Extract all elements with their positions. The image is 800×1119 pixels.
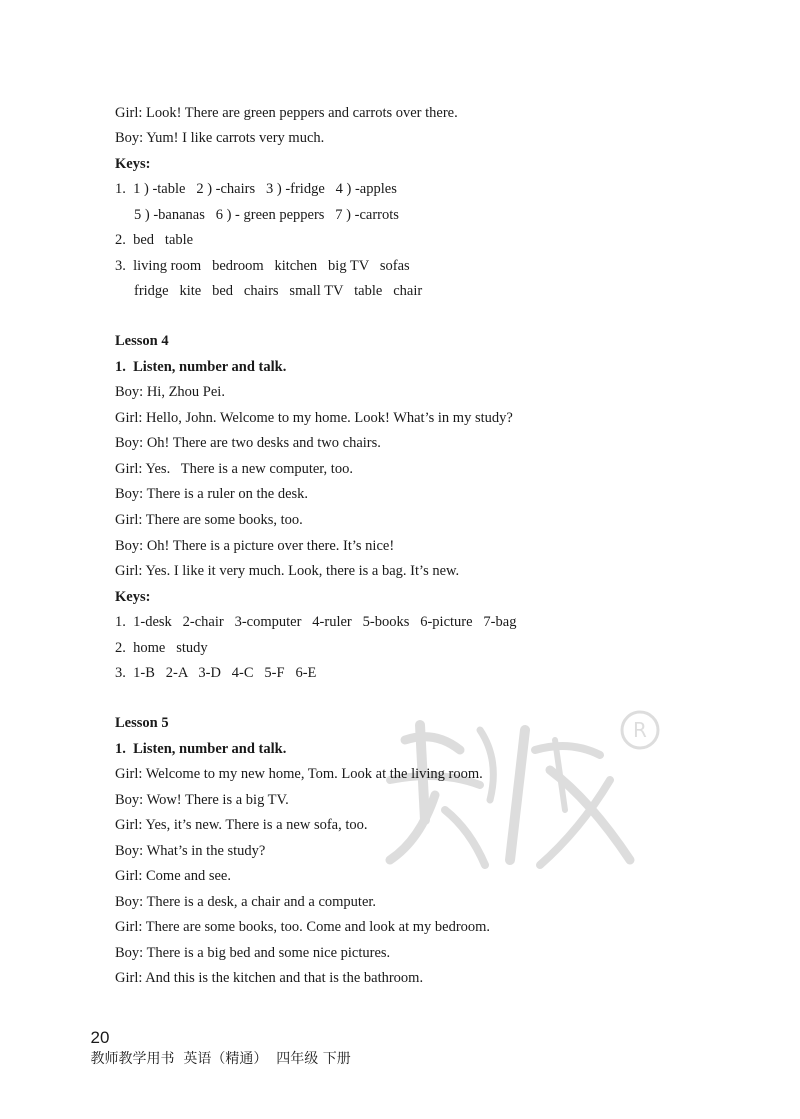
dialogue-line: Boy: Oh! There are two desks and two chairs.	[115, 435, 381, 451]
dialogue-line: Girl: Yes. I like it very much. Look, there is a bag. It’s new.	[115, 563, 460, 579]
answer-line: 1. 1-desk 2-chair 3-computer 4-ruler 5-books 6-picture 7-bag	[115, 614, 517, 630]
lesson-heading: Lesson 4	[115, 333, 169, 349]
dialogue-line: Boy: Hi, Zhou Pei.	[115, 384, 225, 400]
dialogue-line: Boy: Oh! There is a picture over there. It’s nice!	[115, 538, 395, 554]
dialogue-line: Boy: Wow! There is a big TV.	[115, 792, 289, 808]
keys-heading: Keys:	[115, 589, 151, 605]
dialogue-line: Boy: There is a big bed and some nice pictures.	[115, 945, 391, 961]
exercise-heading: 1. Listen, number and talk.	[115, 741, 287, 757]
answer-line: 1. 1 ) -table 2 ) -chairs 3 ) -fridge 4 ) -apples	[115, 181, 397, 197]
svg-text:R: R	[633, 718, 647, 742]
book-title: 教师教学用书 英语（精通） 四年级 下册	[90, 1051, 351, 1067]
dialogue-line: Boy: What’s in the study?	[115, 843, 266, 859]
dialogue-line: Girl: Welcome to my new home, Tom. Look at the living room.	[115, 766, 483, 782]
answer-line: 3. living room bedroom kitchen big TV sofas	[115, 258, 410, 274]
dialogue-line: Boy: There is a ruler on the desk.	[115, 486, 309, 502]
page-number: 20	[90, 1028, 110, 1047]
answer-line: 2. bed table	[115, 232, 194, 248]
lesson-heading: Lesson 5	[115, 715, 169, 731]
exercise-heading: 1. Listen, number and talk.	[115, 359, 287, 375]
keys-heading: Keys:	[115, 156, 151, 172]
answer-line: 5 ) -bananas 6 ) - green peppers 7 ) -carrots	[134, 207, 399, 223]
answer-line: 2. home study	[115, 640, 208, 656]
dialogue-line: Girl: Yes, it’s new. There is a new sofa, too.	[115, 817, 368, 833]
page-footer	[76, 1011, 351, 1085]
publisher-watermark	[350, 700, 670, 880]
dialogue-line: Girl: Yes. There is a new computer, too.	[115, 461, 353, 477]
dialogue-line: Girl: Come and see.	[115, 868, 231, 884]
answer-line: fridge kite bed chairs small TV table chair	[134, 283, 423, 299]
dialogue-line: Boy: There is a desk, a chair and a computer.	[115, 894, 377, 910]
answer-line: 3. 1-B 2-A 3-D 4-C 5-F 6-E	[115, 665, 317, 681]
dialogue-line: Girl: And this is the kitchen and that is the bathroom.	[115, 970, 424, 986]
dialogue-line: Boy: Yum! I like carrots very much.	[115, 130, 325, 146]
dialogue-line: Girl: There are some books, too. Come and look at my bedroom.	[115, 919, 491, 935]
dialogue-line: Girl: Look! There are green peppers and carrots over there.	[115, 105, 458, 121]
dialogue-line: Girl: Hello, John. Welcome to my home. Look! What’s in my study?	[115, 410, 513, 426]
dialogue-line: Girl: There are some books, too.	[115, 512, 303, 528]
